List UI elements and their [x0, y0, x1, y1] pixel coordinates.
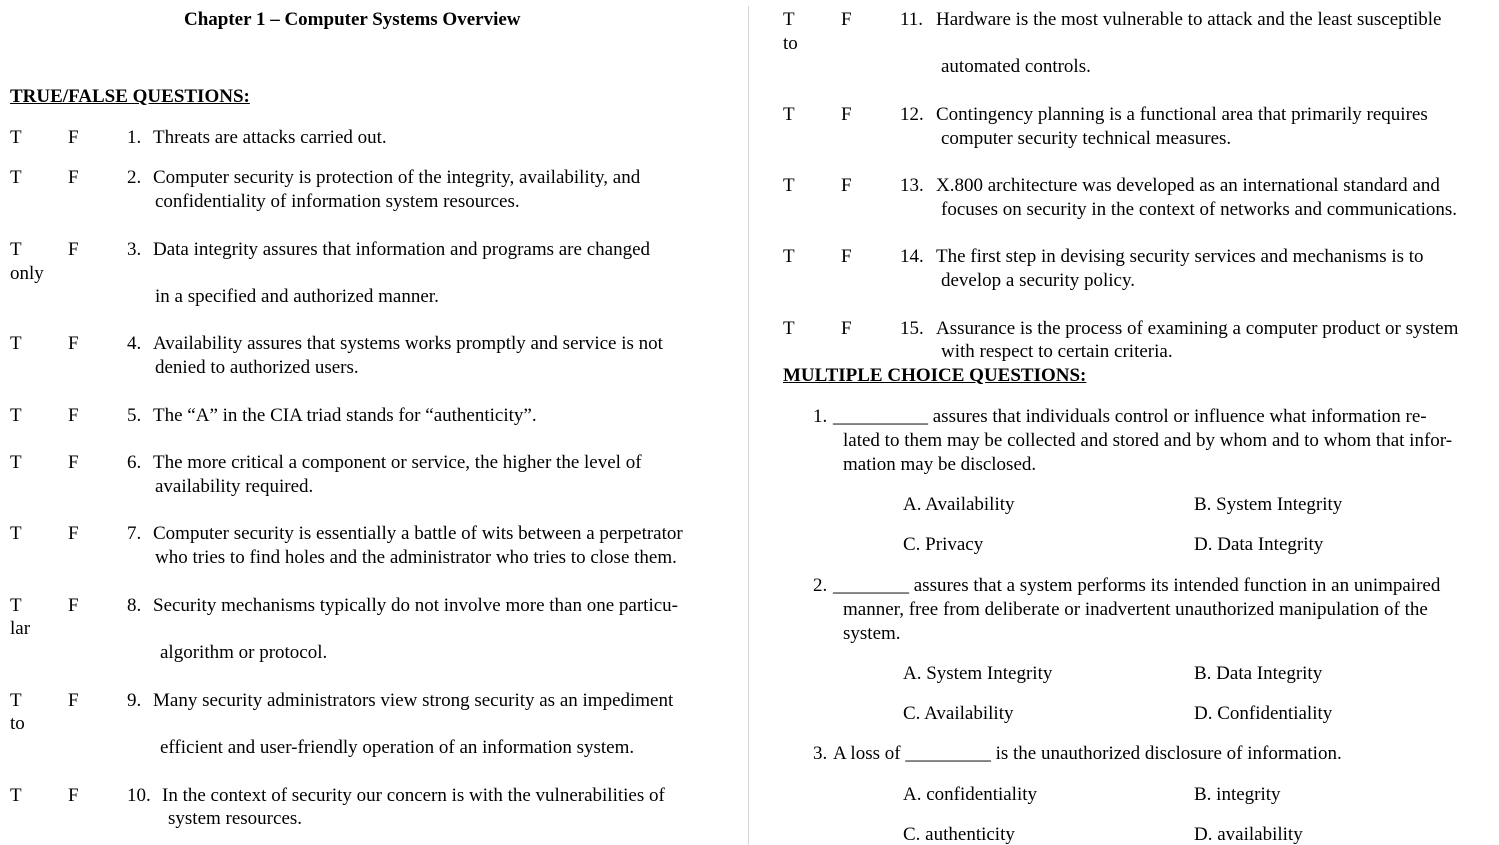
true-marker: T — [10, 167, 22, 188]
question-text-line: efficient and user-friendly operation of an information system. — [160, 737, 635, 758]
answer-option: A. Availability — [903, 494, 1015, 515]
question-number: 9. — [127, 690, 142, 711]
question-number: 2. — [813, 575, 828, 596]
question-text-line: Security mechanisms typically do not involve more than one particu- — [153, 595, 679, 616]
answer-option: B. integrity — [1194, 784, 1281, 805]
question-text-line: system. — [843, 623, 901, 644]
question-text-line: to — [783, 33, 798, 54]
question-text-line: The more critical a component or service, the higher the level of — [153, 452, 642, 473]
question-text-line: automated controls. — [941, 56, 1091, 77]
question-text-line: ________ assures that a system performs its intended function in an unimpaired — [833, 575, 1441, 596]
true-marker: T — [10, 239, 22, 260]
question-number: 3. — [813, 743, 828, 764]
true-marker: T — [10, 333, 22, 354]
answer-option: A. System Integrity — [903, 663, 1053, 684]
question-text-line: mation may be disclosed. — [843, 454, 1037, 475]
false-marker: F — [841, 9, 852, 30]
question-text-line: in a specified and authorized manner. — [155, 286, 439, 307]
true-marker: T — [783, 104, 795, 125]
question-text-line: lar — [10, 618, 31, 639]
question-text-line: Computer security is protection of the integrity, availability, and — [153, 167, 641, 188]
question-number: 1. — [127, 127, 142, 148]
question-text-line: to — [10, 713, 25, 734]
true-marker: T — [783, 318, 795, 339]
true-marker: T — [10, 452, 22, 473]
question-number: 3. — [127, 239, 142, 260]
question-text-line: focuses on security in the context of networks and communications. — [941, 199, 1458, 220]
question-text-line: Contingency planning is a functional area that primarily requires — [936, 104, 1428, 125]
question-number: 5. — [127, 405, 142, 426]
chapter-title: Chapter 1 – Computer Systems Overview — [184, 9, 521, 30]
true-marker: T — [783, 246, 795, 267]
answer-option: B. Data Integrity — [1194, 663, 1323, 684]
question-text-line: denied to authorized users. — [155, 357, 359, 378]
question-text-line: Availability assures that systems works promptly and service is not — [153, 333, 663, 354]
question-text-line: availability required. — [155, 476, 314, 497]
question-text-line: with respect to certain criteria. — [941, 341, 1173, 362]
question-number: 8. — [127, 595, 142, 616]
true-false-heading: TRUE/FALSE QUESTIONS: — [10, 86, 250, 107]
false-marker: F — [841, 104, 852, 125]
question-text-line: only — [10, 263, 44, 284]
question-text-line: system resources. — [168, 808, 303, 829]
question-text-line: Hardware is the most vulnerable to attack and the least susceptible — [936, 9, 1442, 30]
answer-option: D. availability — [1194, 824, 1303, 845]
question-number: 13. — [900, 175, 924, 196]
question-text-line: Assurance is the process of examining a computer product or system — [936, 318, 1459, 339]
question-text-line: lated to them may be collected and stored and by whom and to whom that infor- — [843, 430, 1453, 451]
question-text-line: computer security technical measures. — [941, 128, 1232, 149]
false-marker: F — [68, 127, 79, 148]
answer-option: D. Data Integrity — [1194, 534, 1324, 555]
true-marker: T — [783, 9, 795, 30]
true-marker: T — [10, 405, 22, 426]
true-marker: T — [10, 690, 22, 711]
question-text-line: manner, free from deliberate or inadvertent unauthorized manipulation of the — [843, 599, 1428, 620]
question-number: 7. — [127, 523, 142, 544]
question-number: 2. — [127, 167, 142, 188]
question-text-line: develop a security policy. — [941, 270, 1135, 291]
question-text-line: Many security administrators view strong security as an impediment — [153, 690, 674, 711]
question-number: 6. — [127, 452, 142, 473]
question-text-line: In the context of security our concern is with the vulnerabilities of — [162, 785, 665, 806]
false-marker: F — [68, 595, 79, 616]
answer-option: A. confidentiality — [903, 784, 1038, 805]
false-marker: F — [68, 239, 79, 260]
question-text-line: A loss of _________ is the unauthorized disclosure of information. — [833, 743, 1342, 764]
question-text-line: The “A” in the CIA triad stands for “authenticity”. — [153, 405, 537, 426]
question-text-line: confidentiality of information system resources. — [155, 191, 520, 212]
false-marker: F — [68, 333, 79, 354]
question-text-line: __________ assures that individuals control or influence what information re- — [833, 406, 1427, 427]
question-number: 11. — [900, 9, 924, 30]
false-marker: F — [841, 175, 852, 196]
false-marker: F — [68, 690, 79, 711]
answer-option: C. Availability — [903, 703, 1014, 724]
true-marker: T — [10, 127, 22, 148]
true-marker: T — [10, 785, 22, 806]
question-number: 4. — [127, 333, 142, 354]
question-number: 15. — [900, 318, 924, 339]
answer-option: C. authenticity — [903, 824, 1015, 845]
question-text-line: X.800 architecture was developed as an international standard and — [936, 175, 1440, 196]
question-text-line: Threats are attacks carried out. — [153, 127, 387, 148]
question-text-line: The first step in devising security services and mechanisms is to — [936, 246, 1424, 267]
answer-option: C. Privacy — [903, 534, 984, 555]
question-number: 10. — [127, 785, 151, 806]
false-marker: F — [68, 405, 79, 426]
column-divider — [748, 6, 749, 845]
question-text-line: who tries to find holes and the administrator who tries to close them. — [155, 547, 677, 568]
multiple-choice-heading: MULTIPLE CHOICE QUESTIONS: — [783, 365, 1087, 386]
true-marker: T — [10, 595, 22, 616]
answer-option: B. System Integrity — [1194, 494, 1343, 515]
false-marker: F — [841, 318, 852, 339]
false-marker: F — [68, 785, 79, 806]
true-marker: T — [783, 175, 795, 196]
question-number: 1. — [813, 406, 828, 427]
question-text-line: Computer security is essentially a battle of wits between a perpetrator — [153, 523, 683, 544]
question-number: 14. — [900, 246, 924, 267]
false-marker: F — [68, 523, 79, 544]
false-marker: F — [841, 246, 852, 267]
question-number: 12. — [900, 104, 924, 125]
false-marker: F — [68, 167, 79, 188]
question-text-line: algorithm or protocol. — [160, 642, 328, 663]
question-text-line: Data integrity assures that information and programs are changed — [153, 239, 650, 260]
false-marker: F — [68, 452, 79, 473]
answer-option: D. Confidentiality — [1194, 703, 1333, 724]
true-marker: T — [10, 523, 22, 544]
